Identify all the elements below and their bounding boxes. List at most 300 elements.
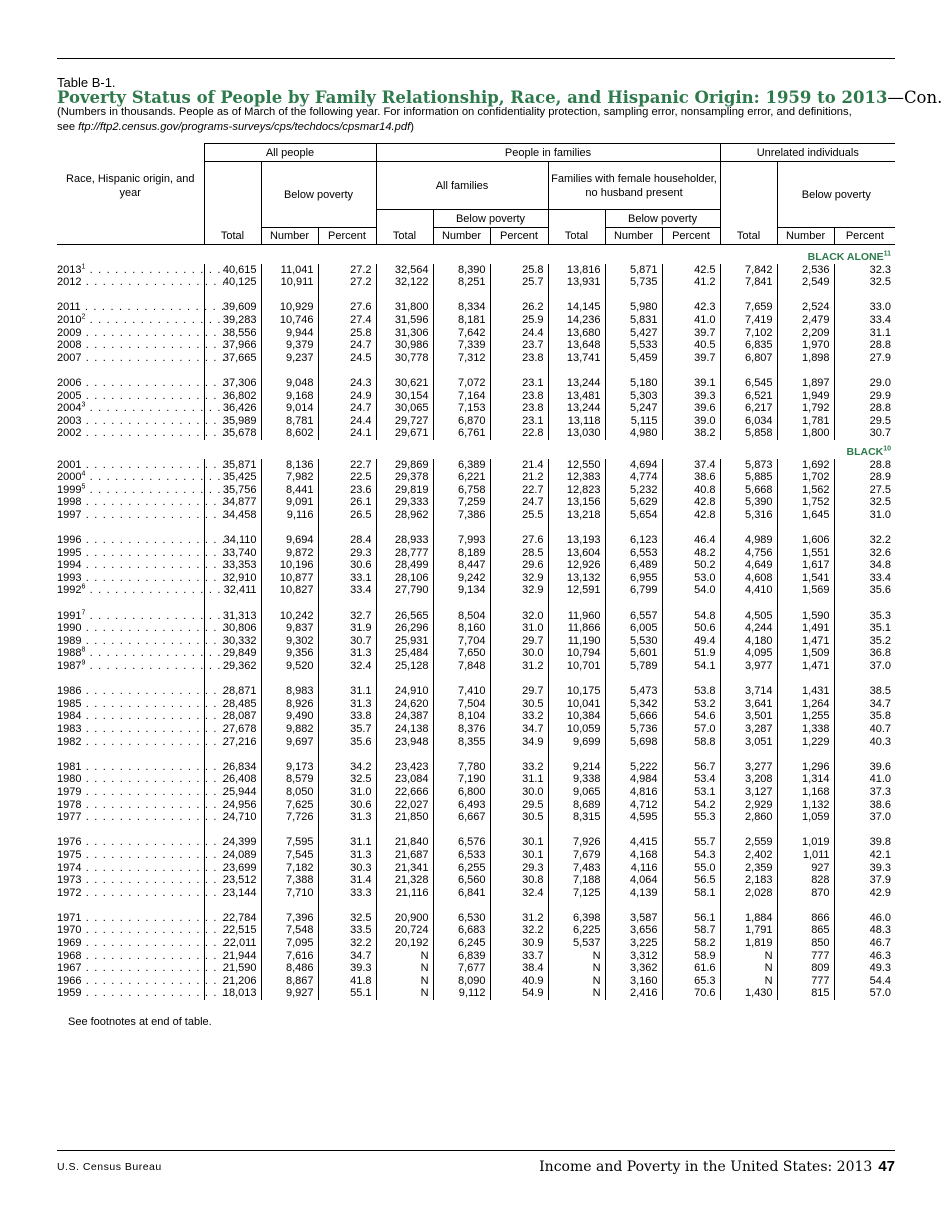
year-label: 1997 (57, 508, 82, 521)
value-cell: 6,389 (433, 459, 490, 472)
value-cell: 10,175 (548, 685, 605, 698)
year-label: 2011 (57, 301, 81, 314)
year-label: 1989 (57, 634, 82, 647)
value-cell: 58.8 (662, 736, 720, 749)
table-label: Table B-1. (57, 75, 116, 90)
year-cell (57, 697, 227, 711)
value-cell: 3,977 (720, 660, 777, 673)
value-cell: 33.0 (834, 301, 895, 314)
value-cell: N (376, 962, 433, 975)
value-cell: 7,182 (261, 862, 318, 875)
value-cell: 3,127 (720, 786, 777, 799)
table-row (57, 761, 895, 774)
value-cell: 6,489 (605, 559, 662, 572)
table-row (57, 975, 895, 988)
value-cell: 35.2 (834, 635, 895, 648)
year-footnote-ref: 5 (81, 483, 86, 491)
value-cell: 1,884 (720, 912, 777, 925)
value-cell: 8,315 (548, 811, 605, 824)
value-cell: 6,955 (605, 572, 662, 585)
value-cell: 10,384 (548, 710, 605, 723)
year-footnote-ref: 7 (81, 608, 86, 616)
value-cell: 32,411 (204, 584, 261, 597)
value-cell: 12,550 (548, 459, 605, 472)
value-cell: 34.7 (318, 950, 376, 963)
value-cell: 25,944 (204, 786, 261, 799)
value-cell: 54.1 (662, 660, 720, 673)
value-cell: 55.3 (662, 811, 720, 824)
col-total: Total (204, 228, 261, 245)
value-cell: 5,885 (720, 471, 777, 484)
footer-publication (539, 1158, 895, 1175)
year-cell (57, 836, 227, 849)
value-cell: N (548, 950, 605, 963)
value-cell: 29,849 (204, 647, 261, 660)
leader-dots: . . . . . . . . . . . . . . . . . (85, 402, 231, 415)
value-cell: 4,064 (605, 874, 662, 887)
value-cell: 32.5 (834, 276, 895, 289)
value-cell: 28,499 (376, 559, 433, 572)
value-cell: 31.3 (318, 849, 376, 862)
value-cell: 22,666 (376, 786, 433, 799)
table-row (57, 534, 895, 547)
value-cell: 3,714 (720, 685, 777, 698)
year-label: 1971 (57, 911, 82, 924)
value-cell: 5,629 (605, 496, 662, 509)
value-cell: 1,617 (777, 559, 834, 572)
value-cell: 27,678 (204, 723, 261, 736)
value-cell: 1,781 (777, 415, 834, 428)
value-cell: 33,740 (204, 547, 261, 560)
value-cell: 9,168 (261, 390, 318, 403)
value-cell: 8,181 (433, 314, 490, 327)
value-cell: 4,139 (605, 887, 662, 900)
leader-dots: . . . . . . . . . . . . . . . . . (81, 785, 227, 798)
table-row (57, 339, 895, 352)
year-cell (57, 571, 227, 585)
value-cell: 1,338 (777, 723, 834, 736)
value-cell: 54.8 (662, 610, 720, 623)
value-cell: 7,410 (433, 685, 490, 698)
value-cell: 4,649 (720, 559, 777, 572)
value-cell: 30,986 (376, 339, 433, 352)
value-cell: 58.2 (662, 937, 720, 950)
subtitle-close: ) (410, 120, 414, 133)
section-footnote-ref: 10 (883, 445, 892, 453)
value-cell: 32,122 (376, 276, 433, 289)
year-label: 2003 (57, 414, 82, 427)
value-cell: 5,537 (548, 937, 605, 950)
year-cell (57, 427, 227, 440)
value-cell: 21,116 (376, 887, 433, 900)
value-cell: 9,302 (261, 635, 318, 648)
year-cell (57, 276, 227, 289)
value-cell: 23.1 (490, 377, 548, 390)
value-cell: 6,870 (433, 415, 490, 428)
value-cell: 7,095 (261, 937, 318, 950)
title-suffix: —Con. (887, 88, 943, 107)
value-cell: 30.1 (490, 849, 548, 862)
value-cell: 927 (777, 862, 834, 875)
value-cell: 30.3 (318, 862, 376, 875)
value-cell: 39.3 (662, 390, 720, 403)
year-cell (57, 483, 231, 497)
value-cell: 5,530 (605, 635, 662, 648)
value-cell: 40.8 (662, 484, 720, 497)
value-cell: 6,545 (720, 377, 777, 390)
value-cell: 1,541 (777, 572, 834, 585)
value-cell: 5,871 (605, 264, 662, 277)
value-cell: N (376, 975, 433, 988)
value-cell: 3,160 (605, 975, 662, 988)
value-cell: 36,426 (204, 402, 261, 415)
year-cell (57, 608, 231, 623)
value-cell: 35.7 (318, 723, 376, 736)
subtitle-link[interactable]: ftp://ftp2.census.gov/programs-surveys/cps/techdocs/cpsmar14.pdf (78, 120, 411, 133)
value-cell: 8,251 (433, 276, 490, 289)
value-cell: 29,362 (204, 660, 261, 673)
value-cell: 6,667 (433, 811, 490, 824)
leader-dots: . . . . . . . . . . . . . . . . . (85, 647, 231, 660)
value-cell: 40.5 (662, 339, 720, 352)
value-cell: 1,692 (777, 459, 834, 472)
year-label: 2006 (57, 376, 82, 389)
value-cell: 3,225 (605, 937, 662, 950)
value-cell: 1,792 (777, 402, 834, 415)
female-total-spacer (548, 210, 605, 228)
value-cell: 9,944 (261, 327, 318, 340)
table-row (57, 459, 895, 472)
value-cell: 24,399 (204, 836, 261, 849)
year-label: 1973 (57, 874, 82, 887)
value-cell: 30.0 (490, 647, 548, 660)
leader-dots: . . . . . . . . . . . . . . . . . (81, 697, 227, 710)
table-row (57, 937, 895, 950)
value-cell: 28.8 (834, 459, 895, 472)
year-label: 1968 (57, 949, 82, 962)
leader-dots: . . . . . . . . . . . . . . . . . (81, 974, 227, 987)
value-cell: 10,041 (548, 698, 605, 711)
value-cell: 34.7 (834, 698, 895, 711)
value-cell: 26,296 (376, 622, 433, 635)
value-cell: 24.7 (490, 496, 548, 509)
value-cell: 29.3 (490, 862, 548, 875)
value-cell: 24,089 (204, 849, 261, 862)
value-cell: 34.2 (318, 761, 376, 774)
value-cell: 30.5 (490, 811, 548, 824)
value-cell: 31.0 (318, 786, 376, 799)
value-cell: 4,095 (720, 647, 777, 660)
value-cell: 6,217 (720, 402, 777, 415)
value-cell: 26.5 (318, 509, 376, 522)
year-label: 2004 (57, 402, 82, 415)
table-row (57, 912, 895, 925)
value-cell: 30.1 (490, 836, 548, 849)
value-cell: 27.9 (834, 352, 895, 365)
value-cell: 30.6 (318, 559, 376, 572)
value-cell: 46.4 (662, 534, 720, 547)
value-cell: 35,756 (204, 484, 261, 497)
section-footnote-ref: 11 (883, 250, 892, 258)
value-cell: 22,784 (204, 912, 261, 925)
year-cell (57, 389, 227, 403)
value-cell: 3,051 (720, 736, 777, 749)
all-people-total-spacer (204, 162, 261, 228)
value-cell: 8,090 (433, 975, 490, 988)
value-cell: 5,232 (605, 484, 662, 497)
group-spacer (57, 597, 895, 610)
all-people-header: All people (204, 144, 376, 162)
value-cell: 28.8 (834, 402, 895, 415)
value-cell: 1,264 (777, 698, 834, 711)
value-cell: 13,156 (548, 496, 605, 509)
value-cell: 31.1 (318, 836, 376, 849)
value-cell: 7,780 (433, 761, 490, 774)
col-percent: Percent (834, 228, 895, 245)
value-cell: 10,059 (548, 723, 605, 736)
table-row (57, 736, 895, 749)
value-cell: 5,247 (605, 402, 662, 415)
value-cell: 6,799 (605, 584, 662, 597)
group-spacer (57, 824, 895, 837)
value-cell: 42.1 (834, 849, 895, 862)
value-cell: 5,980 (605, 301, 662, 314)
value-cell: 10,827 (261, 584, 318, 597)
value-cell: 6,034 (720, 415, 777, 428)
value-cell: 28,777 (376, 547, 433, 560)
value-cell: 2,402 (720, 849, 777, 862)
value-cell: 850 (777, 937, 834, 950)
year-cell (57, 458, 227, 472)
year-label: 2012 (57, 276, 82, 289)
value-cell: 1,471 (777, 635, 834, 648)
value-cell: 22.7 (318, 459, 376, 472)
value-cell: 21,590 (204, 962, 261, 975)
value-cell: 7,419 (720, 314, 777, 327)
value-cell: 5,601 (605, 647, 662, 660)
value-cell: 35.8 (834, 710, 895, 723)
value-cell: 9,173 (261, 761, 318, 774)
value-cell: 6,761 (433, 427, 490, 440)
year-label: 1999 (57, 483, 82, 496)
value-cell: 33.3 (318, 887, 376, 900)
value-cell: 6,557 (605, 610, 662, 623)
value-cell: 12,823 (548, 484, 605, 497)
unrelated-below-header: Below poverty (777, 162, 895, 228)
value-cell: 5,668 (720, 484, 777, 497)
value-cell: 30,154 (376, 390, 433, 403)
value-cell: 21.2 (490, 471, 548, 484)
value-cell: 3,641 (720, 698, 777, 711)
value-cell: 13,118 (548, 415, 605, 428)
value-cell: 29,819 (376, 484, 433, 497)
year-cell (57, 773, 227, 786)
value-cell: 39.3 (318, 962, 376, 975)
value-cell: 7,993 (433, 534, 490, 547)
year-label: 1987 (57, 660, 82, 672)
year-cell (57, 313, 231, 327)
value-cell: 2,209 (777, 327, 834, 340)
group-spacer (57, 748, 895, 761)
value-cell: 5,736 (605, 723, 662, 736)
value-cell: 7,396 (261, 912, 318, 925)
leader-dots: . . . . . . . . . . . . . . . . . (81, 546, 227, 559)
value-cell: 51.9 (662, 647, 720, 660)
value-cell: 37.0 (834, 811, 895, 824)
value-cell: 6,553 (605, 547, 662, 560)
value-cell: 39.7 (662, 352, 720, 365)
value-cell: 30.7 (318, 635, 376, 648)
leader-dots: . . . . . . . . . . . . . . . . . (85, 584, 231, 597)
year-label: 1977 (57, 811, 82, 824)
year-cell (57, 496, 227, 509)
year-cell (57, 785, 227, 799)
value-cell: 65.3 (662, 975, 720, 988)
value-cell: 27.6 (490, 534, 548, 547)
value-cell: 12,383 (548, 471, 605, 484)
value-cell: 6,493 (433, 799, 490, 812)
value-cell: 1,059 (777, 811, 834, 824)
value-cell: 24.3 (318, 377, 376, 390)
year-label: 1978 (57, 798, 82, 811)
leader-dots: . . . . . . . . . . . . . . . . . (81, 559, 227, 572)
year-cell (57, 546, 227, 560)
year-cell (57, 470, 231, 484)
value-cell: 2,183 (720, 874, 777, 887)
value-cell: 27.2 (318, 276, 376, 289)
value-cell: 25.9 (490, 314, 548, 327)
value-cell: 11,190 (548, 635, 605, 648)
value-cell: 21,341 (376, 862, 433, 875)
bottom-rule (57, 1150, 895, 1151)
year-label: 2008 (57, 339, 82, 352)
year-label: 1998 (57, 496, 82, 509)
year-cell (57, 534, 227, 547)
value-cell: 58.1 (662, 887, 720, 900)
year-cell (57, 685, 227, 698)
value-cell: 1,011 (777, 849, 834, 862)
value-cell: 8,926 (261, 698, 318, 711)
year-cell (57, 924, 227, 937)
value-cell: 39,609 (204, 301, 261, 314)
year-cell (57, 326, 227, 340)
value-cell: 28.4 (318, 534, 376, 547)
table-header (57, 144, 895, 245)
year-label: 2002 (57, 427, 82, 440)
value-cell: 41.0 (834, 773, 895, 786)
year-cell (57, 874, 227, 887)
value-cell: 30.0 (490, 786, 548, 799)
leader-dots: . . . . . . . . . . . . . . . . . (81, 886, 227, 899)
value-cell: 32.2 (490, 924, 548, 937)
value-cell: 24,138 (376, 723, 433, 736)
value-cell: 7,545 (261, 849, 318, 862)
value-cell: 8,441 (261, 484, 318, 497)
year-label: 1990 (57, 622, 82, 635)
value-cell: 4,984 (605, 773, 662, 786)
table-row (57, 415, 895, 428)
value-cell: 31,313 (204, 610, 261, 623)
value-cell: 1,168 (777, 786, 834, 799)
table-row (57, 799, 895, 812)
value-cell: 4,694 (605, 459, 662, 472)
leader-dots: . . . . . . . . . . . . . . . . . (81, 339, 227, 352)
value-cell: 37.0 (834, 660, 895, 673)
year-label: 1967 (57, 962, 82, 975)
value-cell: 1,255 (777, 710, 834, 723)
value-cell: 7,188 (548, 874, 605, 887)
table-row (57, 327, 895, 340)
value-cell: 26,834 (204, 761, 261, 774)
value-cell: 39.7 (662, 327, 720, 340)
value-cell: 7,710 (261, 887, 318, 900)
value-cell: 53.0 (662, 572, 720, 585)
value-cell: 21.4 (490, 459, 548, 472)
leader-dots: . . . . . . . . . . . . . . . . . (81, 987, 227, 1000)
value-cell: 6,807 (720, 352, 777, 365)
year-cell (57, 583, 231, 597)
year-cell (57, 622, 227, 635)
value-cell: 1,314 (777, 773, 834, 786)
value-cell: 40.9 (490, 975, 548, 988)
value-cell: 13,218 (548, 509, 605, 522)
col-total: Total (548, 228, 605, 245)
table-row (57, 559, 895, 572)
value-cell: 32.7 (318, 610, 376, 623)
value-cell: 31,596 (376, 314, 433, 327)
group-spacer (57, 364, 895, 377)
value-cell: 23,948 (376, 736, 433, 749)
year-label: 1959 (57, 987, 82, 1000)
value-cell: 8,136 (261, 459, 318, 472)
year-label: 1991 (57, 609, 82, 622)
value-cell: 3,277 (720, 761, 777, 774)
value-cell: 27.2 (318, 264, 376, 277)
value-cell: 6,533 (433, 849, 490, 862)
value-cell: N (376, 987, 433, 1000)
value-cell: 21,840 (376, 836, 433, 849)
value-cell: 8,189 (433, 547, 490, 560)
table-row (57, 352, 895, 365)
value-cell: 33.2 (490, 710, 548, 723)
value-cell: 7,312 (433, 352, 490, 365)
value-cell: 33.4 (834, 314, 895, 327)
value-cell: 7,704 (433, 635, 490, 648)
value-cell: 29,727 (376, 415, 433, 428)
value-cell: 2,536 (777, 264, 834, 277)
value-cell: 8,689 (548, 799, 605, 812)
title-text: Poverty Status of People by Family Relationship, Race, and Hispanic Origin: 1959 to 2013 (57, 88, 888, 107)
year-label: 1976 (57, 836, 82, 849)
year-cell (57, 634, 227, 648)
year-cell (57, 559, 227, 572)
value-cell: 24,710 (204, 811, 261, 824)
value-cell: 34,877 (204, 496, 261, 509)
value-cell: 9,837 (261, 622, 318, 635)
value-cell: 39.6 (662, 402, 720, 415)
value-cell: 55.1 (318, 987, 376, 1000)
value-cell: 24.9 (318, 390, 376, 403)
value-cell: 5,533 (605, 339, 662, 352)
value-cell: 32.5 (318, 773, 376, 786)
year-label: 1966 (57, 974, 82, 987)
table-row (57, 484, 895, 497)
value-cell: 41.2 (662, 276, 720, 289)
value-cell: 21,328 (376, 874, 433, 887)
year-label: 1983 (57, 722, 82, 735)
value-cell: 6,800 (433, 786, 490, 799)
value-cell: 23,084 (376, 773, 433, 786)
